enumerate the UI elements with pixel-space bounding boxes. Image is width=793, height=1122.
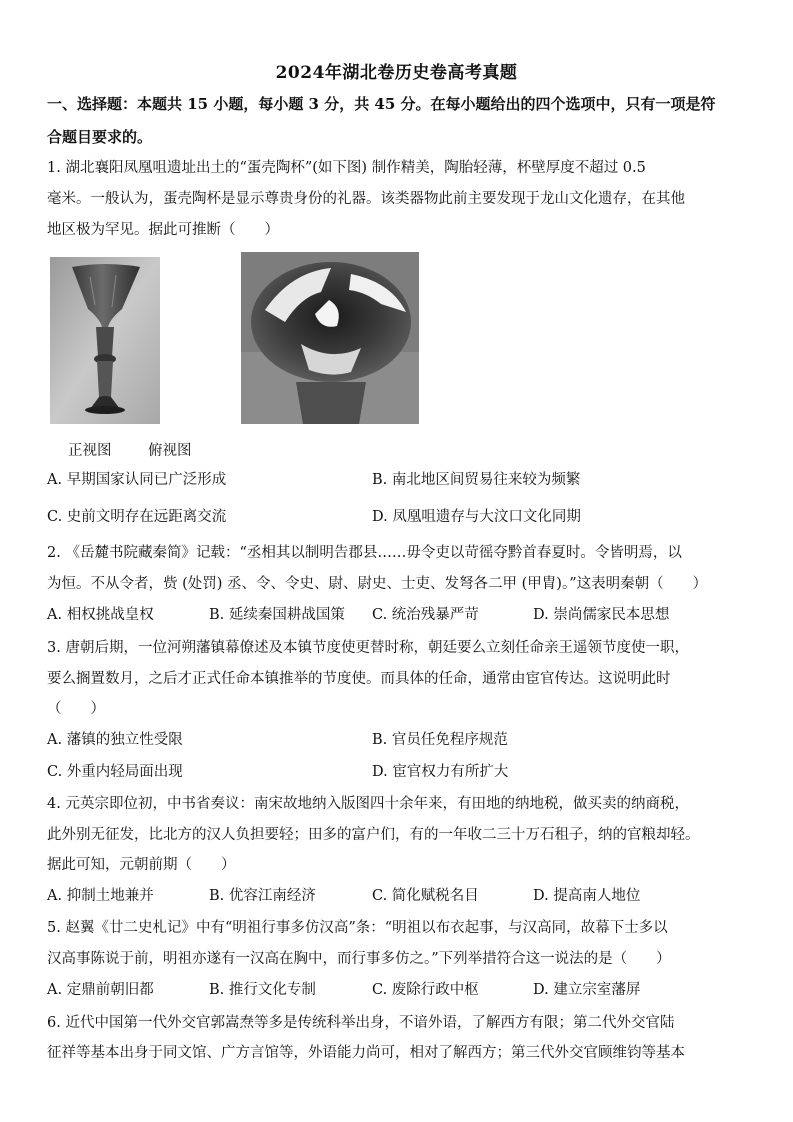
page-title: 2024年湖北卷历史卷高考真题 (275, 63, 518, 83)
q4-stem-line-2: 此外别无征发，比北方的汉人负担要轻；田多的富户们，有的一年收二三十万石租子，纳的官粮却轻。 (47, 827, 700, 843)
q2-stem-line-2: 为恒。不从令者，赀 (处罚) 丞、令、令史、尉、尉史、士吏、发弩各二甲 (甲胄)。”这表明秦朝（ ） (47, 576, 708, 592)
q1-option-d[interactable]: D. 凤凰咀遗存与大汶口文化同期 (372, 509, 581, 525)
front-view-caption: 正视图 (68, 443, 112, 459)
q1-stem-line-2: 毫米。一般认为，蛋壳陶杯是显示尊贵身份的礼器。该类器物此前主要发现于龙山文化遗存，在其他 (47, 191, 685, 207)
q5-option-a[interactable]: A. 定鼎前朝旧都 (47, 982, 154, 998)
q5-stem-line-1: 5. 赵翼《廿二史札记》中有“明祖行事多仿汉高”条：“明祖以布衣起事，与汉高同，故幕下士多以 (47, 920, 668, 936)
top-view-caption: 俯视图 (148, 443, 192, 459)
q3-option-a[interactable]: A. 藩镇的独立性受限 (47, 732, 183, 748)
q3-option-b[interactable]: B. 官员任免程序规范 (372, 732, 508, 748)
q3-option-d[interactable]: D. 宦官权力有所扩大 (372, 764, 509, 780)
q1-option-b[interactable]: B. 南北地区间贸易往来较为频繁 (372, 472, 581, 488)
q1-option-a[interactable]: A. 早期国家认同已广泛形成 (47, 472, 227, 488)
q4-option-c[interactable]: C. 简化赋税名目 (372, 888, 479, 904)
q4-stem-line-3: 据此可知，元朝前期（ ） (47, 857, 236, 873)
q3-option-c[interactable]: C. 外重内轻局面出现 (47, 764, 183, 780)
q4-option-b[interactable]: B. 优容江南经济 (209, 888, 316, 904)
q6-stem-line-2: 征祥等基本出身于同文馆、广方言馆等，外语能力尚可，相对了解西方；第三代外交官顾维钧等基本 (47, 1045, 685, 1061)
q2-stem-line-1: 2. 《岳麓书院藏秦简》记载：“丞相其以制明告郡县……毋令吏以苛徭夺黔首春夏时。令皆明焉，以 (47, 545, 682, 561)
q1-option-c[interactable]: C. 史前文明存在远距离交流 (47, 509, 227, 525)
front-view-photo (50, 257, 160, 424)
q2-option-d[interactable]: D. 崇尚儒家民本思想 (533, 607, 670, 623)
q4-option-d[interactable]: D. 提高南人地位 (533, 888, 641, 904)
q5-option-d[interactable]: D. 建立宗室藩屏 (533, 982, 641, 998)
q6-stem-line-1: 6. 近代中国第一代外交官郭嵩焘等多是传统科举出身，不谙外语，了解西方有限；第二代外交官陆 (47, 1015, 675, 1031)
q3-stem-line-1: 3. 唐朝后期，一位河朔藩镇幕僚述及本镇节度使更替时称，朝廷要么立刻任命亲王遥领节度使一职， (47, 640, 689, 656)
q2-option-a[interactable]: A. 相权挑战皇权 (47, 607, 154, 623)
q4-option-a[interactable]: A. 抑制土地兼并 (47, 888, 154, 904)
q5-option-c[interactable]: C. 废除行政中枢 (372, 982, 479, 998)
section-instruction-line-1: 一、选择题：本题共 15 小题，每小题 3 分，共 45 分。在每小题给出的四个选项中，只有一项是符 (47, 95, 716, 113)
q2-option-c[interactable]: C. 统治残暴严苛 (372, 607, 479, 623)
top-view-photo (241, 252, 419, 424)
q4-stem-line-1: 4. 元英宗即位初，中书省奏议：南宋故地纳入版图四十余年来，有田地的纳地税，做买卖的纳商税， (47, 796, 689, 812)
q3-stem-line-3: （ ） (47, 701, 105, 717)
q5-option-b[interactable]: B. 推行文化专制 (209, 982, 316, 998)
q2-option-b[interactable]: B. 延续秦国耕战国策 (209, 607, 345, 623)
q1-stem-line-3: 地区极为罕见。据此可推断（ ） (47, 222, 279, 238)
q5-stem-line-2: 汉高事陈说于前，明祖亦遂有一汉高在胸中，而行事多仿之。”下列举措符合这一说法的是（ ） (47, 951, 671, 967)
q3-stem-line-2: 要么搁置数月，之后才正式任命本镇推举的节度使。而具体的任命，通常由宦官传达。这说明此时 (47, 671, 671, 687)
q1-stem-line-1: 1. 湖北襄阳凤凰咀遗址出土的“蛋壳陶杯”(如下图) 制作精美，陶胎轻薄，杯壁厚度不超过 0.5 (47, 160, 646, 176)
section-instruction-line-2: 合题目要求的。 (47, 128, 153, 146)
